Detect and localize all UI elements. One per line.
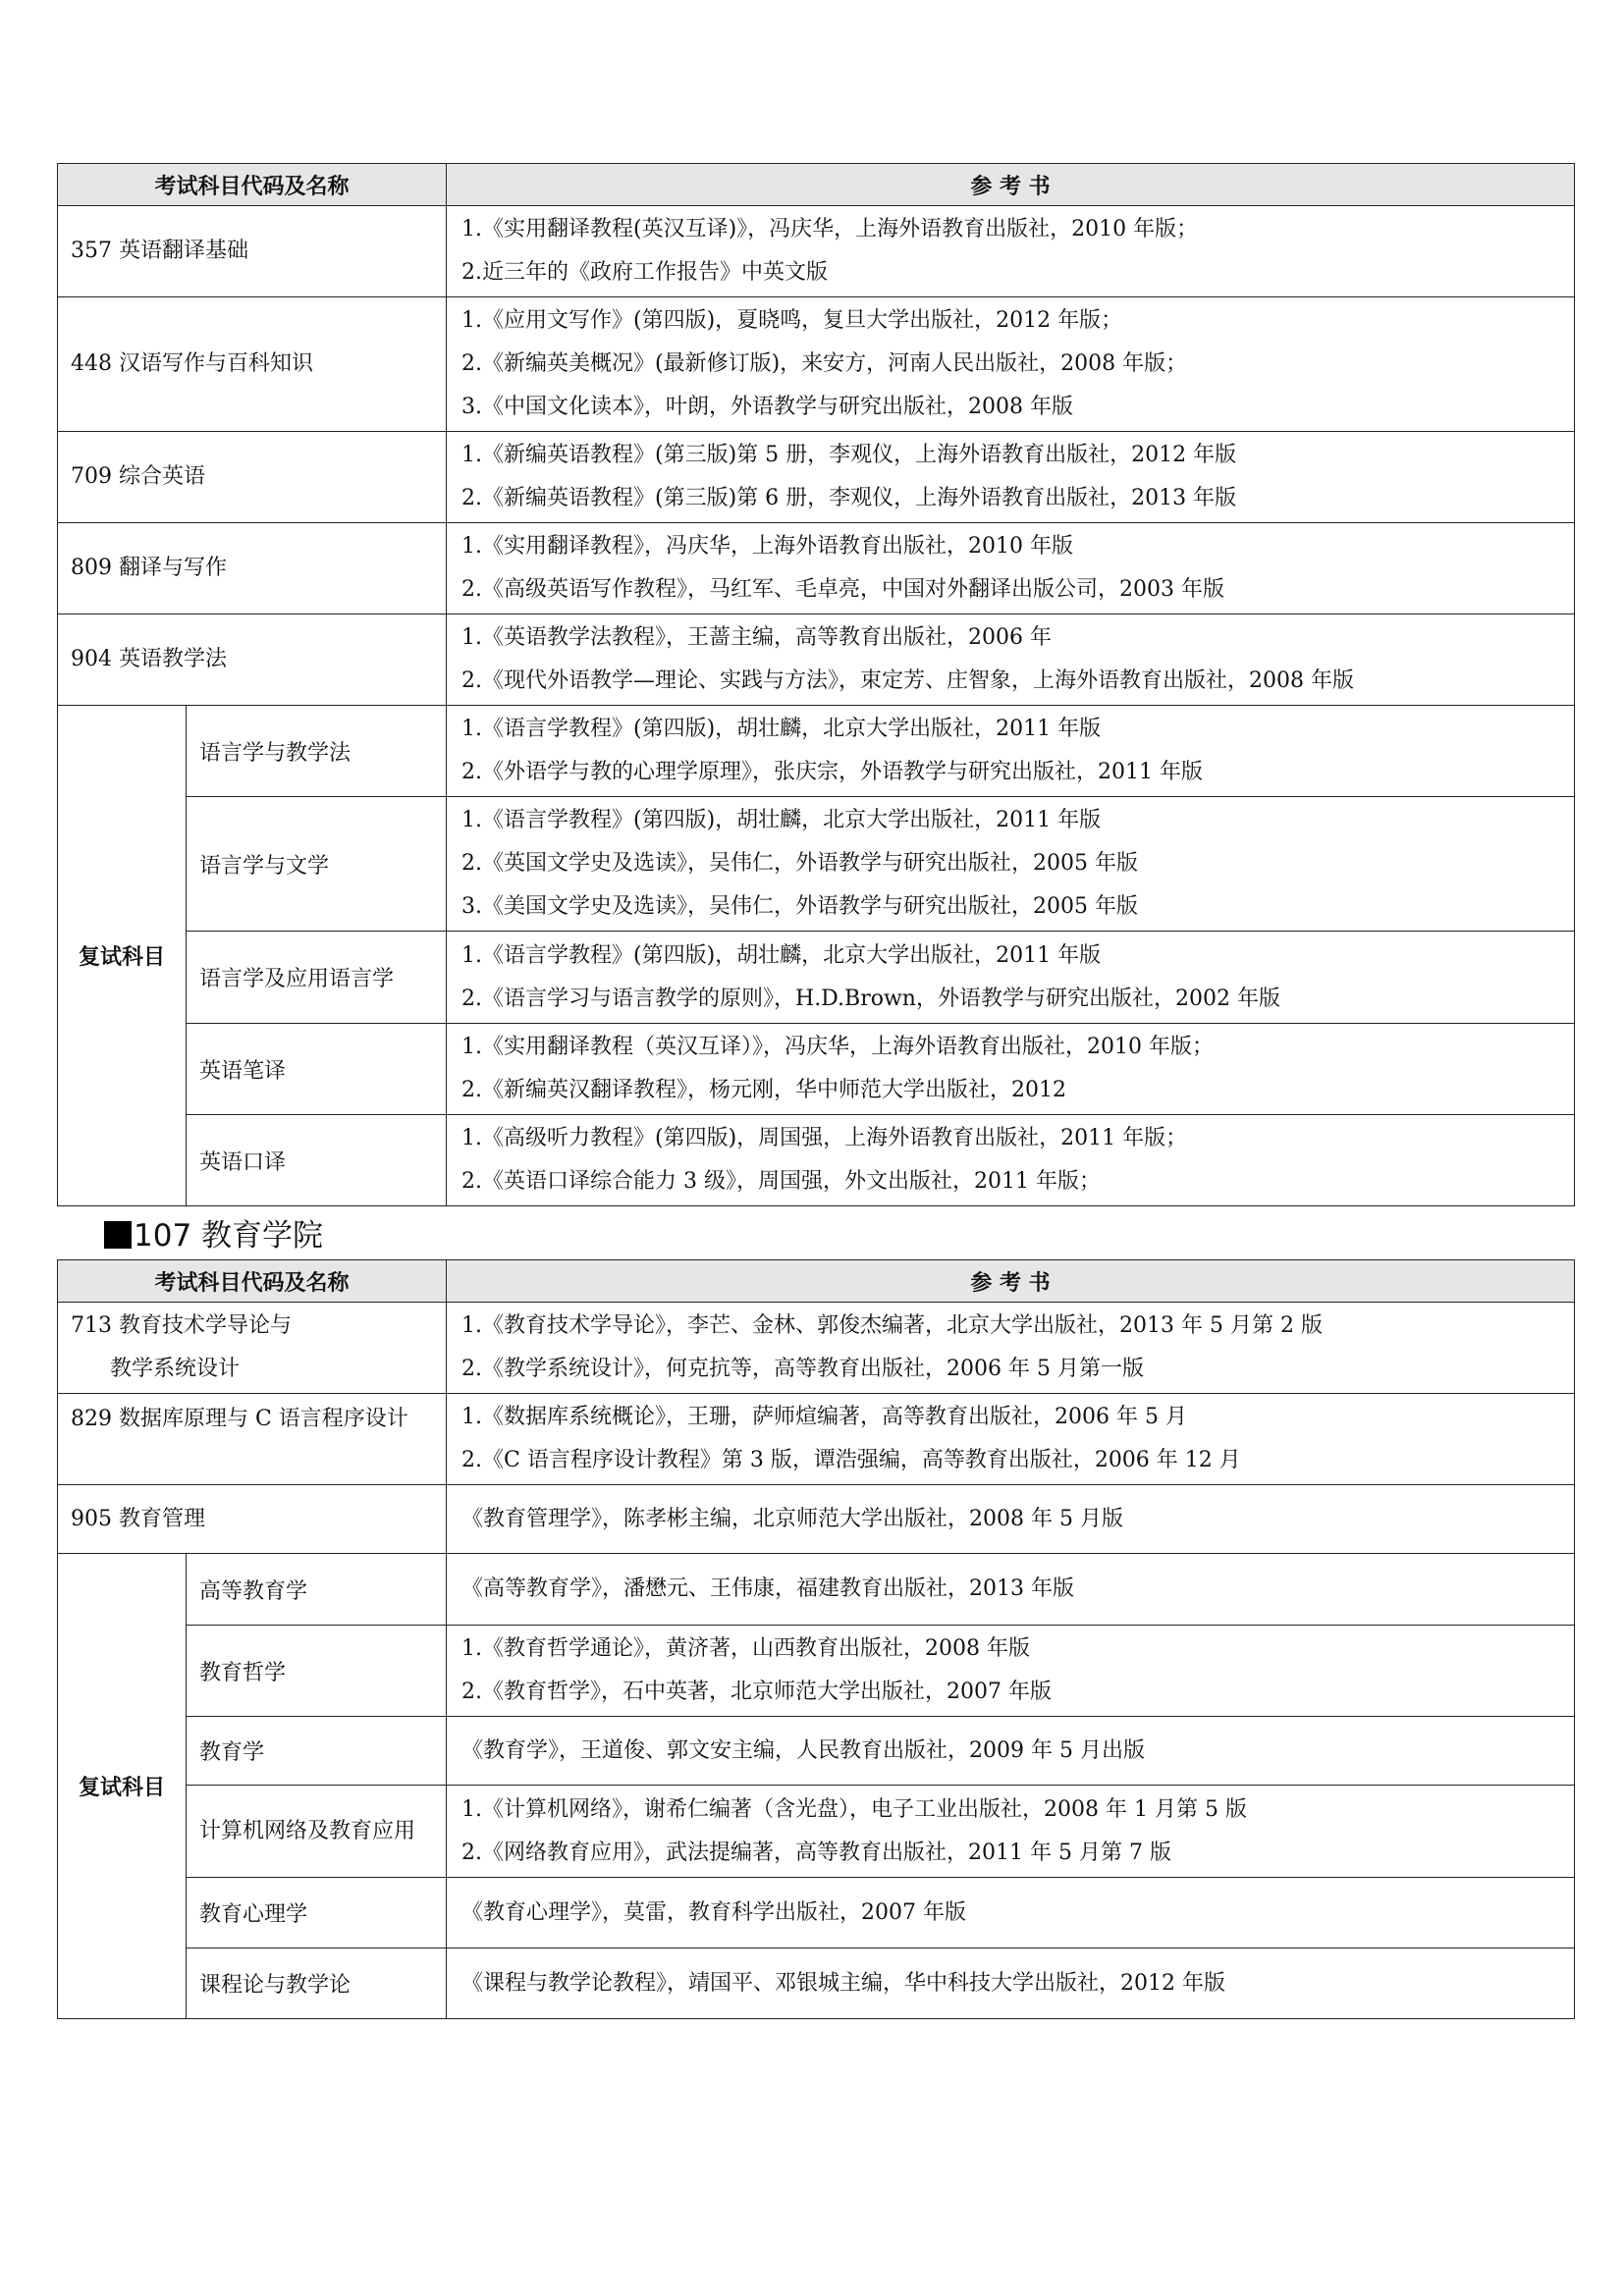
subject-line: 教学系统设计 <box>110 1357 241 1381</box>
retest-subject: 语言学与文学 <box>187 797 447 932</box>
book-line: 1.《语言学教程》(第四版)，胡壮麟，北京大学出版社，2011 年版 <box>461 808 1102 832</box>
book-line: 2.《教学系统设计》，何克抗等，高等教育出版社，2006 年 5 月第一版 <box>461 1357 1144 1381</box>
book-line: 2.《外语学与教的心理学原理》，张庆宗，外语教学与研究出版社，2011 年版 <box>461 760 1203 784</box>
subject-name <box>58 1303 447 1394</box>
books-cell <box>447 1303 1575 1394</box>
book-line: 1.《实用翻译教程(英汉互译)》，冯庆华，上海外语教育出版社，2010 年版； <box>461 217 1199 241</box>
books-cell <box>447 1024 1575 1115</box>
retest-subject: 计算机网络及教育应用 <box>187 1786 447 1878</box>
book-line: 1.《英语教学法教程》，王蔷主编，高等教育出版社，2006 年 <box>461 625 1052 650</box>
header-subject: 考试科目代码及名称 <box>58 164 447 206</box>
table-row <box>58 432 1575 523</box>
table-row <box>58 1115 1575 1206</box>
subject-name: 809 翻译与写作 <box>58 523 447 614</box>
black-square-icon <box>104 1221 132 1249</box>
books-cell <box>447 1115 1575 1206</box>
table-row <box>58 206 1575 297</box>
subject-name: 905 教育管理 <box>58 1485 447 1554</box>
book-line: 2.《新编英汉翻译教程》，杨元刚，华中师范大学出版社，2012 <box>461 1078 1066 1102</box>
books-cell <box>447 797 1575 932</box>
book-line: 2.《英国文学史及选读》，吴伟仁，外语教学与研究出版社，2005 年版 <box>461 851 1138 876</box>
books-cell <box>447 706 1575 797</box>
book-line: 1.《语言学教程》(第四版)，胡壮麟，北京大学出版社，2011 年版 <box>461 717 1102 741</box>
table-row <box>58 932 1575 1024</box>
table-row <box>58 1626 1575 1717</box>
header-subject: 考试科目代码及名称 <box>58 1260 447 1303</box>
books-cell <box>447 1626 1575 1717</box>
book-line: 《教育心理学》，莫雷，教育科学出版社，2007 年版 <box>447 1878 1575 1949</box>
book-line: 2.《高级英语写作教程》，马红军、毛卓亮，中国对外翻译出版公司，2003 年版 <box>461 577 1224 602</box>
subject-name: 709 综合英语 <box>58 432 447 523</box>
header-books: 参 考 书 <box>447 164 1575 206</box>
book-line: 2.《C 语言程序设计教程》第 3 版，谭浩强编，高等教育出版社，2006 年 12 月 <box>461 1448 1241 1472</box>
table-row <box>58 1554 1575 1626</box>
table-header <box>58 164 1575 206</box>
reference-table-foreign-languages <box>57 163 1575 1206</box>
books-cell <box>447 297 1575 432</box>
book-line: 1.《语言学教程》(第四版)，胡壮麟，北京大学出版社，2011 年版 <box>461 942 1102 968</box>
book-line: 1.《新编英语教程》(第三版)第 5 册，李观仪，上海外语教育出版社，2012 年版 <box>461 443 1237 467</box>
table-row <box>58 1786 1575 1878</box>
book-line: 《课程与教学论教程》，靖国平、邓银城主编，华中科技大学出版社，2012 年版 <box>447 1949 1575 2019</box>
book-line: 2.《英语口译综合能力 3 级》，周国强，外文出版社，2011 年版； <box>461 1169 1101 1194</box>
book-line: 1.《教育技术学导论》，李芒、金林、郭俊杰编著，北京大学出版社，2013 年 5 月第 2 版 <box>461 1313 1323 1338</box>
subject-name: 829 数据库原理与 C 语言程序设计 <box>58 1394 447 1485</box>
subject-name: 904 英语教学法 <box>58 614 447 706</box>
books-cell <box>447 1394 1575 1485</box>
subject-name: 357 英语翻译基础 <box>58 206 447 297</box>
retest-subject: 英语笔译 <box>187 1024 447 1115</box>
book-line: 1.《高级听力教程》(第四版)，周国强，上海外语教育出版社，2011 年版； <box>461 1126 1188 1150</box>
table-row <box>58 1024 1575 1115</box>
books-cell <box>447 932 1575 1024</box>
book-line: 2.《新编英美概况》(最新修订版)，来安方，河南人民出版社，2008 年版； <box>461 351 1188 376</box>
book-line: 《教育管理学》，陈孝彬主编，北京师范大学出版社，2008 年 5 月版 <box>447 1485 1575 1554</box>
table-row <box>58 1717 1575 1786</box>
book-line: 1.《数据库系统概论》，王珊，萨师煊编著，高等教育出版社，2006 年 5 月 <box>461 1405 1187 1429</box>
table-row <box>58 523 1575 614</box>
header-books: 参 考 书 <box>447 1260 1575 1303</box>
subject-line: 713 教育技术学导论与 <box>71 1313 292 1338</box>
book-line: 《教育学》，王道俊、郭文安主编，人民教育出版社，2009 年 5 月出版 <box>447 1717 1575 1786</box>
retest-label: 复试科目 <box>58 1554 187 2019</box>
book-line: 1.《应用文写作》(第四版)，夏晓鸣，复旦大学出版社，2012 年版； <box>461 308 1123 333</box>
section-title-text: 107 教育学院 <box>134 1218 324 1254</box>
table-row <box>58 1878 1575 1949</box>
reference-table-education <box>57 1259 1575 2019</box>
book-line: 3.《中国文化读本》，叶朗，外语教学与研究出版社，2008 年版 <box>461 395 1073 419</box>
retest-subject: 高等教育学 <box>187 1554 447 1626</box>
retest-subject: 教育学 <box>187 1717 447 1786</box>
books-cell <box>447 523 1575 614</box>
table-row <box>58 1485 1575 1554</box>
table-row <box>58 1949 1575 2019</box>
retest-subject: 教育心理学 <box>187 1878 447 1949</box>
books-cell <box>447 1786 1575 1878</box>
table-row <box>58 297 1575 432</box>
book-line: 2.《教育哲学》，石中英著，北京师范大学出版社，2007 年版 <box>461 1680 1052 1704</box>
books-cell <box>447 432 1575 523</box>
subject-name: 448 汉语写作与百科知识 <box>58 297 447 432</box>
table-row <box>58 797 1575 932</box>
section-title <box>104 1210 323 1255</box>
book-line: 《高等教育学》，潘懋元、王伟康，福建教育出版社，2013 年版 <box>447 1554 1575 1626</box>
book-line: 2.《现代外语教学—理论、实践与方法》，束定芳、庄智象，上海外语教育出版社，2008 年版 <box>461 668 1354 693</box>
retest-subject: 语言学及应用语言学 <box>187 932 447 1024</box>
retest-subject: 课程论与教学论 <box>187 1949 447 2019</box>
retest-subject: 语言学与教学法 <box>187 706 447 797</box>
book-line: 3.《美国文学史及选读》，吴伟仁，外语教学与研究出版社，2005 年版 <box>461 894 1138 919</box>
book-line: 1.《实用翻译教程（英汉互译）》，冯庆华，上海外语教育出版社，2010 年版； <box>461 1035 1214 1059</box>
book-line: 2.《语言学习与语言教学的原则》，H.D.Brown，外语教学与研究出版社，2002 年版 <box>461 986 1280 1011</box>
retest-subject: 教育哲学 <box>187 1626 447 1717</box>
table-row <box>58 706 1575 797</box>
table-row <box>58 1303 1575 1394</box>
books-cell <box>447 206 1575 297</box>
book-line: 1.《计算机网络》，谢希仁编著（含光盘），电子工业出版社，2008 年 1 月第 5 版 <box>461 1796 1247 1822</box>
book-line: 1.《实用翻译教程》，冯庆华，上海外语教育出版社，2010 年版 <box>461 534 1073 559</box>
book-line: 2.近三年的《政府工作报告》中英文版 <box>461 260 829 285</box>
book-line: 2.《网络教育应用》，武法提编著，高等教育出版社，2011 年 5 月第 7 版 <box>461 1840 1171 1865</box>
table-header <box>58 1260 1575 1303</box>
book-line: 2.《新编英语教程》(第三版)第 6 册，李观仪，上海外语教育出版社，2013 年版 <box>461 486 1237 510</box>
book-line: 1.《教育哲学通论》，黄济著，山西教育出版社，2008 年版 <box>461 1636 1030 1661</box>
retest-subject: 英语口译 <box>187 1115 447 1206</box>
retest-label: 复试科目 <box>58 706 187 1206</box>
table-row <box>58 614 1575 706</box>
books-cell <box>447 614 1575 706</box>
table-row <box>58 1394 1575 1485</box>
